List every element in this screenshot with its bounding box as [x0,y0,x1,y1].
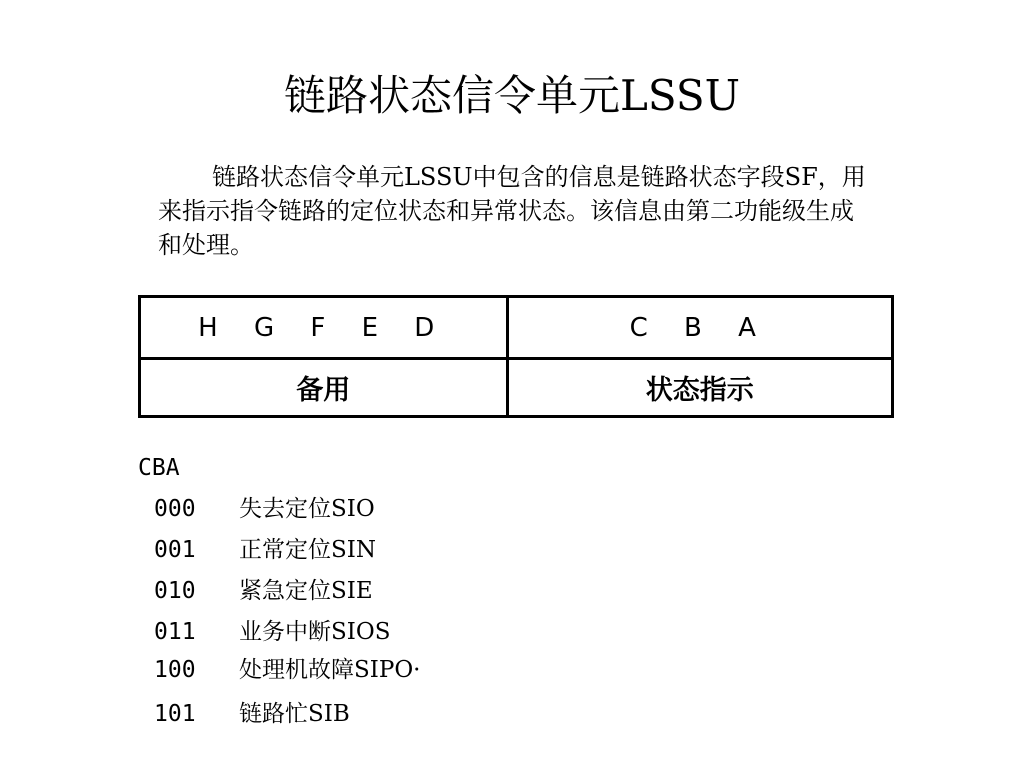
status-description: 正常定位SIN [239,537,376,563]
list-item [154,534,376,566]
list-item [154,575,373,607]
bits-hgfed-cell: H G F E D [140,297,508,359]
intro-paragraph: 链路状态信令单元LSSU中包含的信息是链路状态字段SF，用来指示指令链路的定位状态和异常状态。该信息由第二功能级生成和处理。 [158,163,866,259]
reserved-cell: 备用 [140,359,508,417]
status-description: 失去定位SIO [239,496,375,522]
status-description: 业务中断SIOS [239,619,391,645]
status-code: 101 [154,701,196,727]
list-item [154,493,375,525]
status-code: 000 [154,496,196,522]
status-description: 紧急定位SIE [239,578,373,604]
code-list-header: CBA [138,455,180,481]
meaning-row [140,359,893,417]
slide-title: 链路状态信令单元LSSU [283,71,741,120]
status-code: 001 [154,537,196,563]
list-item [154,616,390,648]
status-code: 011 [154,619,196,645]
status-field-table [138,295,894,418]
bits-cba-cell: C B A [507,297,892,359]
status-indication-cell: 状态指示 [507,359,892,417]
status-code: 100 [154,657,196,683]
list-item [154,654,420,686]
status-description: 处理机故障SIPO· [239,657,421,683]
status-code: 010 [154,578,196,604]
list-item [154,698,350,730]
bit-row [140,297,893,359]
status-description: 链路忙SIB [239,701,350,727]
